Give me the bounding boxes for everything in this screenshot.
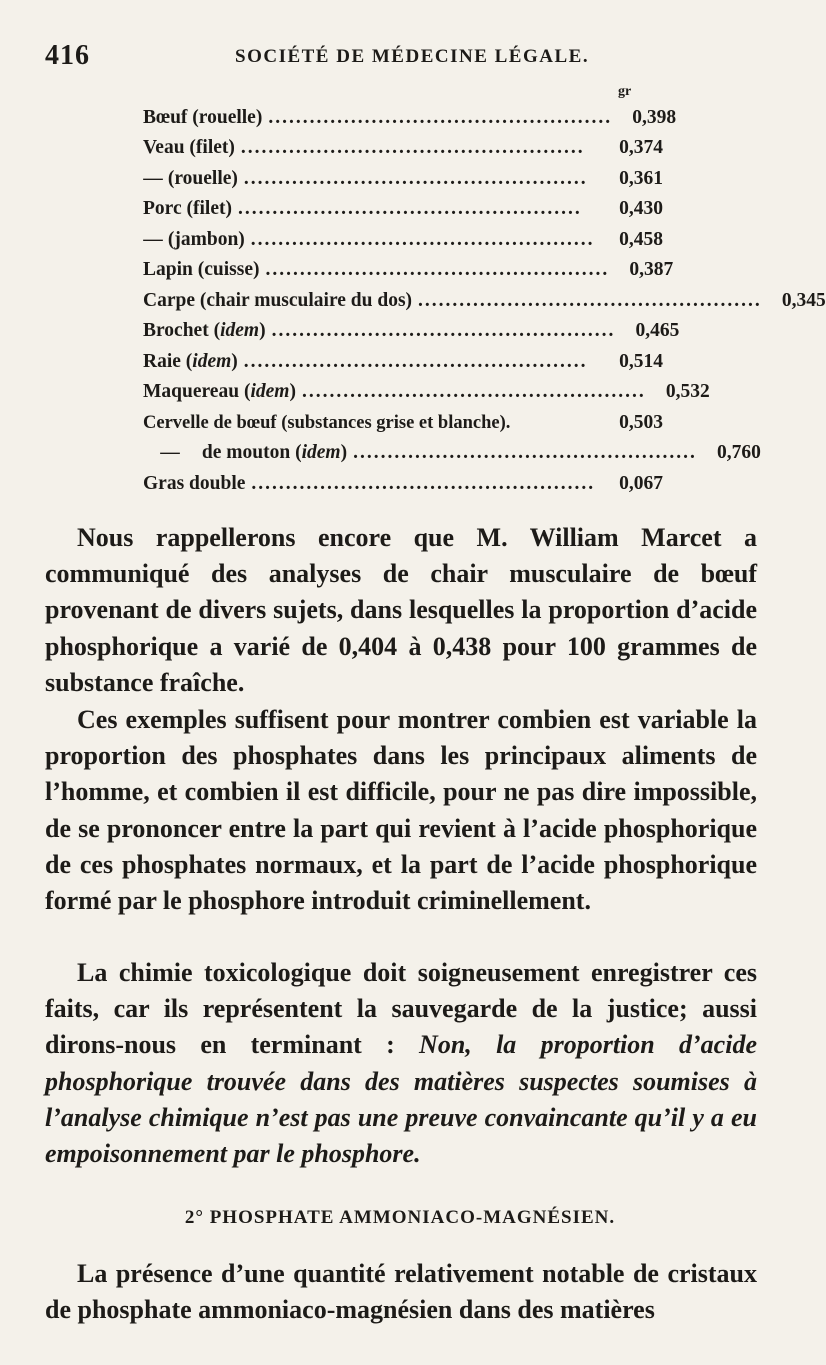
row-value: 0,345 [781,289,826,311]
paragraph-text: La chimie toxicologique doit soigneusement enregistrer ces faits, car ils représentent la sauvegarde de la justice; aussi dirons-nous en terminant : [45,958,757,1060]
leader-dots: .................................................. [265,259,610,280]
row-label-group [143,168,238,190]
paragraph-marcet [45,520,757,701]
ditto-mark: — [160,442,180,463]
row-label: Gras double [143,472,246,494]
row-value: 0,387 [629,259,674,280]
row-value: 0,532 [665,381,710,402]
row-value: 0,398 [632,106,677,128]
row-note: idem [250,381,290,402]
leader-dots: .................................................. [353,442,697,463]
row-label-group: — de mouton (idem) [143,442,347,464]
conclusion-italic: Non, la proportion d’acide phosphorique trouvée dans des matières suspectes soumises à l’analyse chimique n’est pas une preuve convaincante qu’il y a eu empoisonnement par le phosphore. [45,1030,757,1169]
paragraph-text: Ces exemples suffisent pour montrer combien est variable la proportion des phosphates dans les principaux aliments de l’homme, et combien il est difficile, pour ne pas dire impossible, de se prononcer entre la part qui revient à l’acide phosphorique de ces phosphates normaux, et la part de l’acide phosphorique formé par le phosphore introduit criminellement. [45,705,757,916]
paragraph-phosphate-crystals [45,1256,757,1328]
row-label: Carpe (chair musculaire du dos) [143,289,413,311]
table-row [143,220,663,251]
row-label: (jambon) [167,228,245,250]
row-value: 0,430 [619,198,663,219]
row-label-group: Brochet (idem) [143,320,266,341]
row-note: idem [220,320,260,341]
table-row [143,342,663,373]
unit-label: gr [618,84,632,99]
table-row [143,129,663,160]
row-label: Maquereau [143,381,240,402]
leader-dots: .................................................. [418,289,762,311]
row-value: 0,361 [619,167,663,189]
section-heading: 2° PHOSPHATE AMMONIACO-MAGNÉSIEN. [184,1207,616,1228]
leader-dots: .................................................. [301,381,646,402]
row-value: 0,760 [716,442,761,463]
table-row [143,373,710,404]
table-row [143,464,663,495]
leader-dots: .................................................. [250,228,595,250]
row-value: 0,503 [619,411,663,433]
table-row [143,98,677,129]
table-row [143,312,680,343]
row-label-group: Maquereau (idem) [143,381,296,402]
leader-dots: .................................................. [240,137,585,158]
leader-dots: .................................................. [243,167,588,189]
row-note: idem [192,350,232,372]
table-row [143,159,663,190]
running-title: SOCIÉTÉ DE MÉDECINE LÉGALE. [235,46,590,67]
row-label-group: Raie (idem) [143,350,238,372]
row-value: 0,067 [619,472,663,494]
row-note: idem [301,442,341,463]
row-label: Lapin (cuisse) [143,259,260,280]
table-row [143,281,826,312]
row-label: Brochet [143,320,209,341]
leader-dots: .................................................. [237,198,582,219]
paragraph-text: Nous rappellerons encore que M. William Marcet a communiqué des analyses de chair musculaire de bœuf provenant de divers sujets, dans lesquelles la proportion d’acide phosphorique a varié de 0,404 à 0,438 pour 100 grammes de substance fraîche. [45,523,757,697]
row-label: Raie [143,350,181,372]
row-value: 0,458 [619,228,663,250]
table-row [143,190,663,221]
phosphoric-acid-table [143,98,826,495]
row-label-group [143,229,245,251]
row-value: 0,514 [619,350,663,372]
paragraph-conclusion [45,955,757,1172]
page-header [45,40,760,80]
ditto-mark: — [143,228,163,250]
paragraph-text: La présence d’une quantité relativement notable de cristaux de phosphate ammoniaco-magnésien dans des matières [45,1259,757,1325]
row-label: de mouton [201,442,291,463]
leader-dots: .................................................. [251,472,596,494]
row-value: 0,465 [635,320,680,341]
row-label: Bœuf (rouelle) [143,106,263,128]
paragraph-examples [45,702,757,919]
page-number: 416 [45,40,90,71]
row-label: Cervelle de bœuf (substances grise et blanche). [143,412,511,433]
row-value: 0,374 [619,137,663,158]
table-row [143,403,663,434]
row-label: Veau (filet) [143,137,235,158]
leader-dots: .................................................. [243,350,588,372]
leader-dots: .................................................. [271,320,616,341]
ditto-mark: — [143,167,163,189]
table-row [143,434,761,465]
row-label: (rouelle) [167,167,238,189]
leader-dots: .................................................. [268,106,613,128]
row-label: Porc (filet) [143,198,232,219]
table-row [143,251,674,282]
